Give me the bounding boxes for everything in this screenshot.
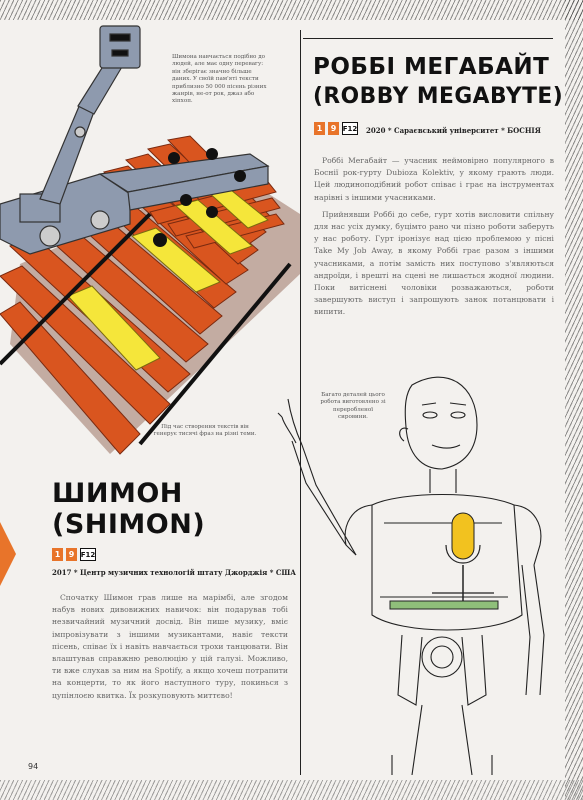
right-hatch-border xyxy=(565,0,583,800)
shimon-badge-f12: F12 xyxy=(80,548,96,561)
shimon-body xyxy=(52,592,288,707)
shimon-title-line1: ШИМОН xyxy=(52,478,183,509)
shimon-title-line2: (SHIMON) xyxy=(52,509,206,540)
shimon-caption-top: Шимона навчається подібно до людей, але має одну перевагу: він зберігає значно більше даних. У своїй пам'яті тексти приблизно 50 000 пісень різних жанрів, не-от рок, джаз або хіпхоп. xyxy=(172,54,267,105)
robby-caption: Багато деталей цього робота виготовлено зі переробленої сировини. xyxy=(320,392,386,421)
robby-paragraph-1: Роббі Мегабайт — учасник неймовірно популярного в Боснії рок-гурту Dubioza Kolektiv, у якому грають люди. Цей людиноподібний робот співає і грає на інструментах нарівні з іншими учасниками. xyxy=(314,156,554,202)
shimon-meta: 2017 * Центр музичних технологій штату Джорджія * США xyxy=(52,568,296,577)
shimon-caption-bottom: Під час створення текстів він генерує тисячі фраз на різні теми. xyxy=(153,424,257,438)
robby-badge-f12: F12 xyxy=(342,122,358,135)
robby-meta: 2020 * Сараєвський університет * БОСНІЯ xyxy=(366,126,541,135)
shimon-badges xyxy=(52,548,96,561)
robby-badge-9: 9 xyxy=(328,122,339,135)
header-rule xyxy=(303,38,553,39)
shimon-paragraph: Спочатку Шимон грав лише на марімбі, але згодом набув нових дивовижних навичок: він подарував тобі незвичайний музичний досвід. Він пише музику, вміє імпровізувати з іншими музикантами, навіє тексти пісень, співає їх і навіть навчається трохи танцювати. Він влаштував справжню революцію у цій галузі. Можливо, ти вже слухав за ним на Spotify, а якщо хочеш потрапити на концерти, то як його наступного туру, покинься з цупінлоєю квитка. Їх розкуповують миттєво! xyxy=(52,593,288,700)
bottom-hatch-border xyxy=(0,780,583,800)
robby-badge-1: 1 xyxy=(314,122,325,135)
microphone-icon xyxy=(432,513,494,601)
robby-badges xyxy=(314,122,358,135)
robby-robot-illustration xyxy=(272,365,562,775)
page-number: 94 xyxy=(28,762,39,771)
shimon-badge-9: 9 xyxy=(66,548,77,561)
orange-edge-tab xyxy=(0,522,16,586)
robby-paragraph-2: Прийнявши Роббі до себе, гурт хотів висловити спільну для нас усіх думку, буцімто рано чи пізно роботи заберуть у нас роботу. Гурт іронізує над цією проблемою у пісні Take My Job Away, в якому Роббі грає разом з іншими учасниками, а потім замість них поступово з'являються андроїди, і врешті на сцені не лишається жодної людини. Поки витіснені чоловіки розважаються, роботи завершують виступ і запрошують занок потанцювати і випити. xyxy=(314,209,554,317)
shimon-badge-1: 1 xyxy=(52,548,63,561)
robby-body xyxy=(314,155,554,324)
robby-title-line1: РОББІ МЕГАБАЙТ xyxy=(313,54,550,80)
robby-title-line2: (ROBBY MEGABYTE) xyxy=(313,84,564,109)
